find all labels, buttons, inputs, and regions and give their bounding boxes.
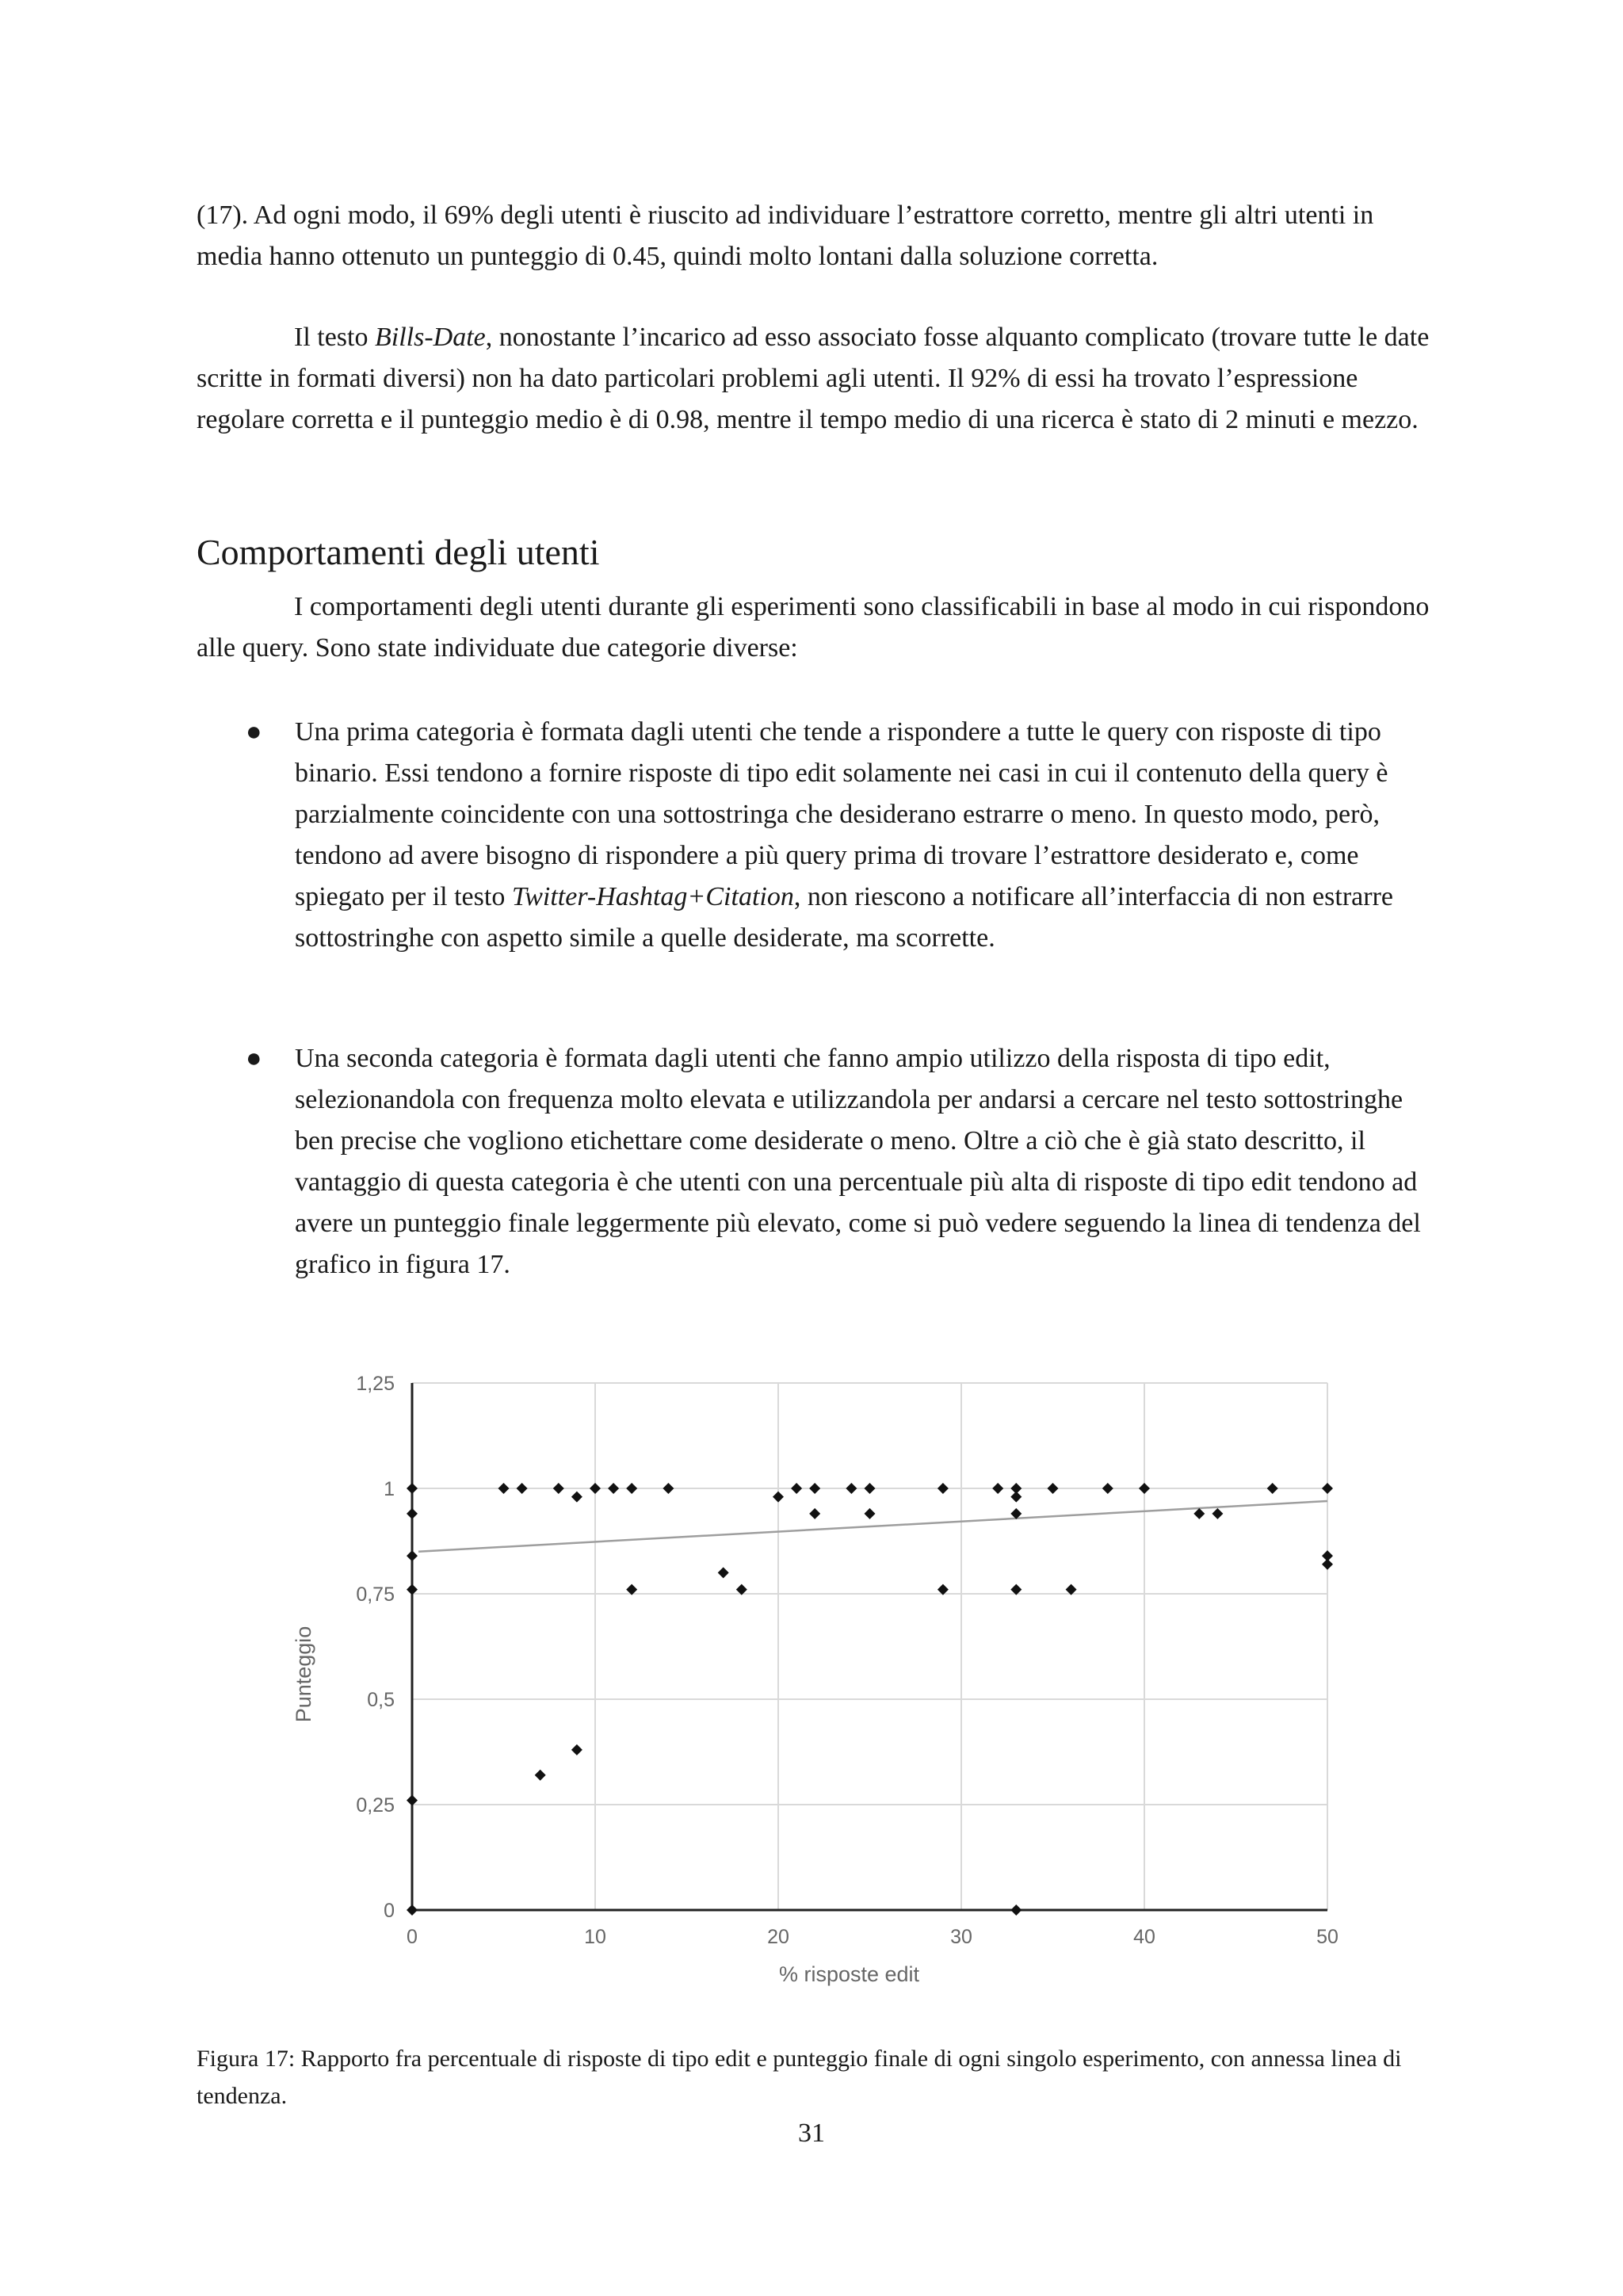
- chart-grid: [412, 1383, 1327, 1910]
- figure-caption: Figura 17: Rapporto fra percentuale di risposte di tipo edit e punteggio finale di ogni singolo esperimento, con annessa linea di tendenza.: [197, 2046, 1402, 2109]
- data-point: [791, 1483, 802, 1494]
- y-tick-label: 0,25: [356, 1794, 395, 1817]
- data-point: [1322, 1483, 1333, 1494]
- data-point: [718, 1567, 729, 1578]
- data-point: [590, 1483, 601, 1494]
- data-point: [663, 1483, 674, 1494]
- data-point: [992, 1483, 1003, 1494]
- x-tick-label: 30: [950, 1926, 972, 1948]
- paragraph-behaviours-text: I comportamenti degli utenti durante gli esperimenti sono classificabili in base al modo in cui rispondono alle query. Sono state individuate due categorie diverse:: [197, 592, 1430, 663]
- data-point: [865, 1508, 876, 1519]
- x-axis-label: % risposte edit: [778, 1962, 920, 1986]
- data-point: [407, 1904, 418, 1916]
- data-point: [571, 1744, 582, 1755]
- data-point: [1322, 1559, 1333, 1570]
- paragraph-bills-date: [197, 317, 1433, 441]
- paragraph-bills-date-text: [197, 317, 1433, 441]
- data-point: [865, 1483, 876, 1494]
- x-tick-label: 20: [767, 1926, 789, 1948]
- x-tick-label: 10: [584, 1926, 606, 1948]
- bullet-list-second: [197, 1038, 1433, 1286]
- y-tick-label: 0,75: [356, 1584, 395, 1606]
- data-point: [809, 1483, 820, 1494]
- text-name-twitter-hashtag: Twitter-Hashtag+Citation: [511, 882, 794, 911]
- data-point: [553, 1483, 564, 1494]
- data-point: [846, 1483, 857, 1494]
- data-point: [571, 1492, 582, 1503]
- data-point: [498, 1483, 510, 1494]
- data-point: [809, 1508, 820, 1519]
- paragraph-intro-text: (17). Ad ogni modo, il 69% degli utenti è riuscito ad individuare l’estrattore corretto, mentre gli altri utenti in media hanno ottenuto un punteggio di 0.45, quindi molto lontani dalla soluzione corretta.: [197, 201, 1374, 271]
- bullet-item-second: [197, 1038, 1433, 1286]
- bullet-item-second-text: Una seconda categoria è formata dagli utenti che fanno ampio utilizzo della risposta di tipo edit, selezionandola con frequenza molto elevata e utilizzandola per andarsi a cercare nel testo sottostringhe ben precise che vogliono etichettare come desiderate o meno. Oltre a ciò che è già stato descritto, il vantaggio di questa categoria è che utenti con una percentuale più alta di risposte di tipo edit tendono ad avere un punteggio finale leggermente più elevato, come si può vedere seguendo la linea di tendenza del grafico in figura 17.: [295, 1044, 1421, 1279]
- y-tick-label: 1: [384, 1478, 395, 1500]
- x-tick-label: 40: [1133, 1926, 1155, 1948]
- paragraph-bills-date-after: , nonostante l’incarico ad esso associato fosse alquanto complicato (trovare tutte le date scritte in formati diversi) non ha dato particolari problemi agli utenti. Il 92% di essi ha trovato l’espressione regolare corretta e il punteggio medio è di 0.98, mentre il tempo medio di una ricerca è stato di 2 minuti e mezzo.: [197, 323, 1430, 434]
- section-heading: Comportamenti degli utenti: [197, 532, 600, 572]
- data-point: [535, 1770, 546, 1781]
- text-name-bills-date: Bills-Date: [374, 323, 486, 352]
- data-point: [407, 1483, 418, 1494]
- x-tick-label: 50: [1316, 1926, 1338, 1948]
- y-tick-label: 0,5: [367, 1689, 395, 1711]
- data-point: [626, 1483, 637, 1494]
- data-point: [773, 1492, 784, 1503]
- data-point: [1048, 1483, 1059, 1494]
- data-point: [1102, 1483, 1113, 1494]
- data-point: [1212, 1508, 1223, 1519]
- x-tick-label: 0: [407, 1926, 418, 1948]
- bullet-item-first-before: Una prima categoria è formata dagli utenti che tende a rispondere a tutte le query con risposte di tipo binario. Essi tendono a fornire risposte di tipo edit solamente nei casi in cui il contenuto della query è parzialmente coincidente con una sottostringa che desiderano estrarre o meno. In questo modo, però, tendono ad avere bisogno di rispondere a più query prima di trovare l’estrattore desiderato e, come spiegato per il testo: [295, 717, 1388, 911]
- y-axis-label: Punteggio: [292, 1626, 315, 1723]
- data-point: [1010, 1904, 1022, 1916]
- paragraph-bills-date-before: Il testo: [294, 323, 375, 352]
- chart-trendline-layer: [418, 1501, 1327, 1552]
- scatter-chart: [277, 1347, 1339, 2005]
- bullet-icon: ●: [246, 717, 262, 747]
- trendline: [418, 1501, 1327, 1552]
- paragraph-behaviours: [197, 586, 1433, 669]
- data-point: [407, 1550, 418, 1561]
- page-number: 31: [798, 2118, 825, 2148]
- data-point: [938, 1483, 949, 1494]
- data-point: [608, 1483, 619, 1494]
- chart-labels: [292, 1373, 1338, 1986]
- bullet-item-first-after: , non riescono a notificare all’interfaccia di non estrarre sottostringhe con aspetto simile a quelle desiderate, ma scorrette.: [295, 882, 1393, 953]
- bullet-list-first: [197, 712, 1433, 959]
- y-tick-label: 1,25: [356, 1373, 395, 1395]
- paragraph-intro: [197, 195, 1433, 277]
- data-point: [407, 1508, 418, 1519]
- bullet-icon: ●: [246, 1044, 262, 1073]
- data-point: [1193, 1508, 1205, 1519]
- data-point: [1010, 1492, 1022, 1503]
- data-point: [1139, 1483, 1150, 1494]
- bullet-item-first: [197, 712, 1433, 959]
- chart-axes: [412, 1383, 1327, 1910]
- data-point: [1267, 1483, 1278, 1494]
- y-tick-label: 0: [384, 1900, 395, 1922]
- data-point: [517, 1483, 528, 1494]
